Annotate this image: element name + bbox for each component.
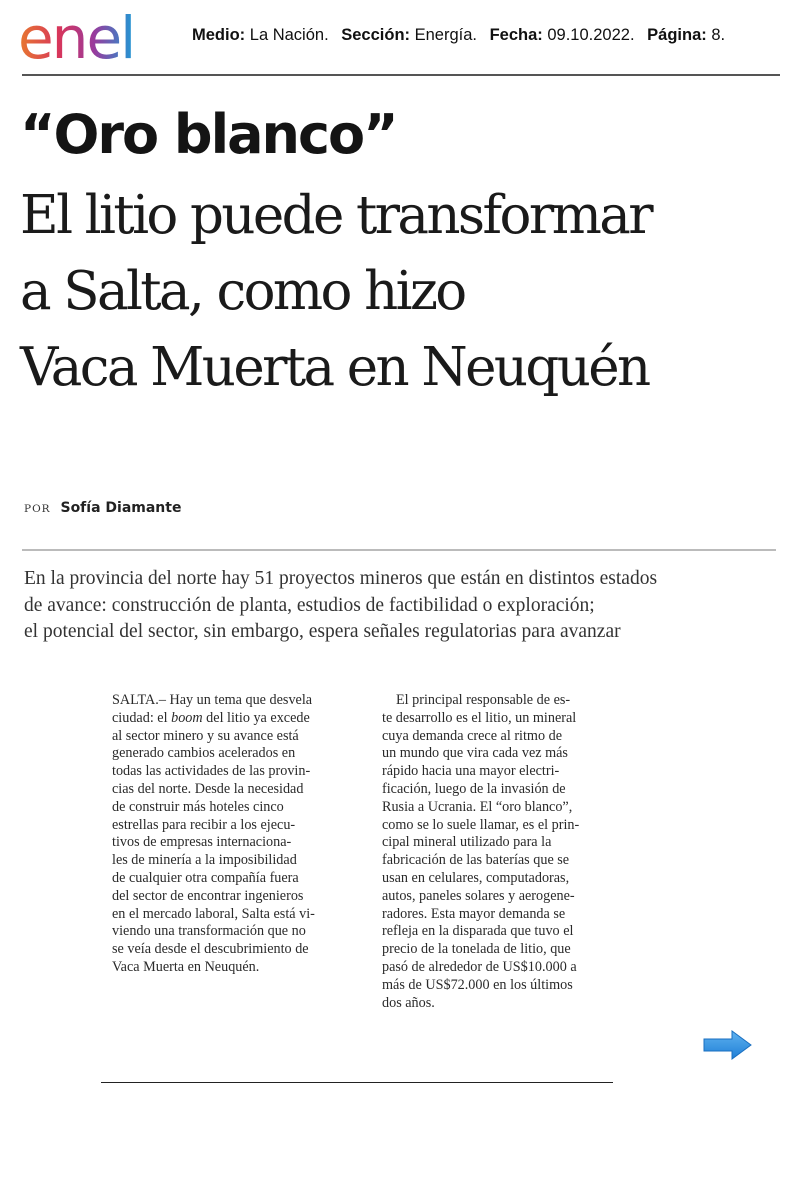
- body-line: cuya demanda crece al ritmo de: [382, 727, 563, 744]
- enel-logo: [18, 8, 168, 68]
- body-line: de construir más hoteles cinco: [112, 798, 284, 815]
- body-line: fabricación de las baterías que se: [382, 852, 570, 869]
- deck-line: En la provincia del norte hay 51 proyectos mineros que están en distintos estados: [24, 568, 658, 589]
- body-line: tivos de empresas internaciona-: [112, 834, 292, 851]
- body-line: de cualquier otra compañía fuera: [112, 869, 299, 886]
- body-line: ficación, luego de la invasión de: [382, 780, 566, 797]
- seccion-label: Sección:: [341, 26, 411, 44]
- article-deck: [24, 566, 784, 646]
- deck-line: de avance: construcción de planta, estudios de factibilidad o exploración;: [24, 594, 595, 616]
- byline: [24, 499, 181, 516]
- body-line: estrellas para recibir a los ejecu-: [112, 816, 296, 833]
- body-line: dos años.: [382, 994, 435, 1011]
- body-line: como se lo suele llamar, es el prin-: [382, 816, 580, 833]
- article-kicker: “Oro blanco”: [20, 103, 397, 166]
- fecha-label: Fecha:: [489, 26, 543, 44]
- body-line: del sector de encontrar ingenieros: [112, 887, 304, 904]
- article-headline: [20, 178, 790, 406]
- body-line: un mundo que vira cada vez más: [382, 745, 568, 762]
- pagina-value: 8.: [711, 26, 726, 44]
- body-line: autos, paneles solares y aerogene-: [382, 887, 575, 904]
- body-line: radores. Esta mayor demanda se: [382, 905, 566, 922]
- headline-line: Vaca Muerta en Neuquén: [20, 337, 649, 398]
- body-line: les de minería a la imposibilidad: [112, 852, 297, 869]
- medio-label: Medio:: [192, 26, 246, 44]
- body-line: precio de la tonelada de litio, que: [382, 941, 571, 958]
- byline-author: Sofía Diamante: [60, 500, 182, 516]
- body-fragment: del litio ya excede: [202, 709, 310, 726]
- header-divider: [22, 74, 780, 76]
- body-line: SALTA.– Hay un tema que desvela: [112, 692, 313, 708]
- body-line: [112, 710, 374, 728]
- byline-prefix: POR: [24, 503, 51, 515]
- body-line: Vaca Muerta en Neuquén.: [112, 958, 260, 975]
- body-italic: boom: [171, 709, 203, 726]
- deck-divider: [22, 549, 776, 551]
- headline-line: El litio puede transformar: [20, 185, 651, 246]
- body-line: pasó de alrededor de US$10.000 a: [382, 958, 577, 975]
- body-line: viendo una transformación que no: [112, 923, 306, 940]
- body-line: al sector minero y su avance está: [112, 727, 299, 744]
- body-line: todas las actividades de las provin-: [112, 763, 311, 780]
- arrow-right-icon[interactable]: [702, 1028, 754, 1062]
- body-line: usan en celulares, computadoras,: [382, 869, 570, 886]
- deck-line: el potencial del sector, sin embargo, espera señales regulatorias para avanzar: [24, 621, 621, 642]
- svg-text:enel: enel: [18, 8, 135, 68]
- seccion-value: Energía.: [414, 26, 477, 44]
- body-line: refleja en la disparada que tuvo el: [382, 923, 574, 940]
- body-line: se veía desde el descubrimiento de: [112, 941, 309, 958]
- body-line: generado cambios acelerados en: [112, 745, 296, 762]
- body-line: El principal responsable de es-: [396, 692, 571, 708]
- body-line: Rusia a Ucrania. El “oro blanco”,: [382, 798, 573, 815]
- footer-divider: [101, 1082, 613, 1083]
- body-line: cipal mineral utilizado para la: [382, 834, 552, 851]
- body-line: te desarrollo es el litio, un mineral: [382, 709, 577, 726]
- headline-line: a Salta, como hizo: [20, 261, 465, 322]
- pagina-label: Página:: [647, 26, 707, 44]
- body-fragment: ciudad: el: [112, 709, 172, 726]
- body-column-2: [382, 692, 632, 1012]
- body-line: rápido hacia una mayor electri-: [382, 763, 560, 780]
- body-line: en el mercado laboral, Salta está vi-: [112, 905, 315, 922]
- body-line: más de US$72.000 en los últimos: [382, 976, 573, 993]
- medio-value: La Nación.: [249, 26, 329, 44]
- source-metadata: [192, 26, 725, 45]
- body-line: cias del norte. Desde la necesidad: [112, 780, 304, 797]
- body-column-1: [112, 692, 374, 977]
- fecha-value: 09.10.2022.: [547, 26, 635, 44]
